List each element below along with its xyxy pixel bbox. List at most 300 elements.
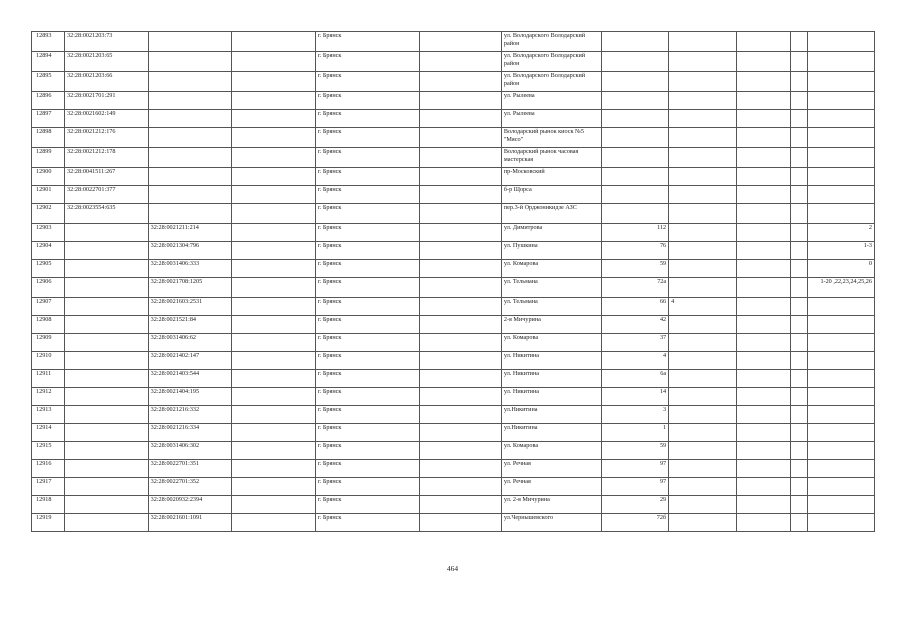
cell-city: г. Брянск <box>315 32 420 52</box>
cell-object-cadastral-number <box>148 128 232 148</box>
cell-letter <box>737 110 791 128</box>
cell-row-number: 12914 <box>32 424 65 442</box>
cell-row-number: 12906 <box>32 278 65 298</box>
cell-address: ул. Пушкина <box>501 242 601 260</box>
cell-object-cadastral-number <box>148 148 232 168</box>
cell-apartment <box>807 72 874 92</box>
cell-city: г. Брянск <box>315 148 420 168</box>
cell-blank-column <box>232 242 316 260</box>
cell-letter <box>737 460 791 478</box>
cell-building <box>669 92 737 110</box>
cell-district <box>420 186 501 204</box>
cell-letter <box>737 72 791 92</box>
table-row <box>32 370 875 388</box>
cell-object-cadastral-number: 32:28:0021404:195 <box>148 388 232 406</box>
table-row <box>32 442 875 460</box>
table-row <box>32 186 875 204</box>
cell-flat-extra <box>791 514 808 532</box>
cell-city: г. Брянск <box>315 110 420 128</box>
cell-object-cadastral-number: 32:28:0021304:796 <box>148 242 232 260</box>
cell-city: г. Брянск <box>315 168 420 186</box>
cell-cadastral-number: 32:28:0041511:267 <box>65 168 149 186</box>
cell-cadastral-number <box>65 442 149 460</box>
cell-row-number: 12912 <box>32 388 65 406</box>
cell-letter <box>737 128 791 148</box>
cell-house-number <box>602 52 669 72</box>
cell-city: г. Брянск <box>315 52 420 72</box>
cell-address: ул. Тельмана <box>501 278 601 298</box>
table-row <box>32 128 875 148</box>
registry-table <box>31 31 875 532</box>
cell-blank-column <box>232 334 316 352</box>
cell-object-cadastral-number <box>148 110 232 128</box>
cell-city: г. Брянск <box>315 370 420 388</box>
cell-cadastral-number <box>65 514 149 532</box>
cell-district <box>420 496 501 514</box>
cell-object-cadastral-number: 32:28:0022701:352 <box>148 478 232 496</box>
cell-house-number <box>602 32 669 52</box>
table-row <box>32 496 875 514</box>
cell-blank-column <box>232 32 316 52</box>
cell-building <box>669 204 737 224</box>
cell-object-cadastral-number: 32:28:0021403:544 <box>148 370 232 388</box>
cell-city: г. Брянск <box>315 496 420 514</box>
cell-house-number <box>602 110 669 128</box>
cell-blank-column <box>232 298 316 316</box>
cell-letter <box>737 224 791 242</box>
cell-apartment <box>807 370 874 388</box>
cell-city: г. Брянск <box>315 388 420 406</box>
cell-blank-column <box>232 442 316 460</box>
cell-cadastral-number: 32:28:0022701:377 <box>65 186 149 204</box>
cell-building <box>669 406 737 424</box>
table-row <box>32 148 875 168</box>
cell-object-cadastral-number: 32:28:0031406:333 <box>148 260 232 278</box>
cell-row-number: 12917 <box>32 478 65 496</box>
cell-blank-column <box>232 204 316 224</box>
cell-blank-column <box>232 406 316 424</box>
cell-building <box>669 478 737 496</box>
cell-row-number: 12899 <box>32 148 65 168</box>
cell-address: ул. Комарова <box>501 260 601 278</box>
cell-apartment <box>807 442 874 460</box>
cell-apartment <box>807 52 874 72</box>
cell-building <box>669 168 737 186</box>
cell-apartment <box>807 148 874 168</box>
cell-district <box>420 92 501 110</box>
cell-cadastral-number <box>65 496 149 514</box>
cell-house-number: 97 <box>602 478 669 496</box>
cell-flat-extra <box>791 242 808 260</box>
cell-letter <box>737 52 791 72</box>
cell-cadastral-number <box>65 298 149 316</box>
cell-cadastral-number <box>65 352 149 370</box>
cell-flat-extra <box>791 168 808 186</box>
cell-district <box>420 204 501 224</box>
cell-object-cadastral-number: 32:28:0020932:2394 <box>148 496 232 514</box>
cell-building <box>669 388 737 406</box>
cell-building <box>669 186 737 204</box>
cell-letter <box>737 388 791 406</box>
table-row <box>32 168 875 186</box>
cell-row-number: 12903 <box>32 224 65 242</box>
cell-address: ул. Тельмана <box>501 298 601 316</box>
cell-house-number <box>602 128 669 148</box>
cell-row-number: 12894 <box>32 52 65 72</box>
cell-district <box>420 442 501 460</box>
cell-building <box>669 316 737 334</box>
cell-address: ул. Рылеева <box>501 92 601 110</box>
cell-flat-extra <box>791 334 808 352</box>
cell-apartment <box>807 316 874 334</box>
cell-apartment <box>807 478 874 496</box>
cell-house-number: 72б <box>602 514 669 532</box>
table-row <box>32 460 875 478</box>
table-row <box>32 32 875 52</box>
cell-address: ул. 2-я Мичурина <box>501 496 601 514</box>
cell-district <box>420 478 501 496</box>
cell-row-number: 12896 <box>32 92 65 110</box>
cell-cadastral-number: 32:28:0021212:178 <box>65 148 149 168</box>
cell-address: ул. Володарского Володарский район <box>501 52 601 72</box>
cell-district <box>420 514 501 532</box>
cell-apartment <box>807 424 874 442</box>
cell-apartment <box>807 460 874 478</box>
cell-object-cadastral-number: 32:28:0031406:302 <box>148 442 232 460</box>
cell-apartment <box>807 406 874 424</box>
cell-blank-column <box>232 186 316 204</box>
cell-object-cadastral-number <box>148 72 232 92</box>
cell-cadastral-number <box>65 316 149 334</box>
cell-apartment <box>807 92 874 110</box>
cell-cadastral-number: 32:28:0021203:73 <box>65 32 149 52</box>
cell-building <box>669 442 737 460</box>
cell-apartment <box>807 32 874 52</box>
cell-cadastral-number <box>65 224 149 242</box>
cell-cadastral-number: 32:28:0021701:291 <box>65 92 149 110</box>
cell-object-cadastral-number: 32:28:0021521:84 <box>148 316 232 334</box>
cell-building <box>669 224 737 242</box>
cell-cadastral-number <box>65 278 149 298</box>
cell-cadastral-number <box>65 388 149 406</box>
cell-letter <box>737 298 791 316</box>
cell-letter <box>737 260 791 278</box>
cell-address: ул. Рылеева <box>501 110 601 128</box>
cell-district <box>420 168 501 186</box>
cell-row-number: 12901 <box>32 186 65 204</box>
cell-apartment <box>807 514 874 532</box>
cell-building <box>669 52 737 72</box>
cell-row-number: 12904 <box>32 242 65 260</box>
table-row <box>32 352 875 370</box>
cell-object-cadastral-number: 32:28:0021601:1091 <box>148 514 232 532</box>
cell-district <box>420 388 501 406</box>
cell-row-number: 12915 <box>32 442 65 460</box>
cell-row-number: 12897 <box>32 110 65 128</box>
cell-row-number: 12898 <box>32 128 65 148</box>
cell-cadastral-number <box>65 460 149 478</box>
cell-apartment <box>807 128 874 148</box>
cell-blank-column <box>232 370 316 388</box>
cell-house-number: 29 <box>602 496 669 514</box>
cell-letter <box>737 186 791 204</box>
cell-flat-extra <box>791 460 808 478</box>
cell-flat-extra <box>791 424 808 442</box>
cell-city: г. Брянск <box>315 316 420 334</box>
cell-house-number: 76 <box>602 242 669 260</box>
table-row <box>32 278 875 298</box>
cell-cadastral-number: 32:28:0021203:66 <box>65 72 149 92</box>
cell-letter <box>737 242 791 260</box>
table-row <box>32 204 875 224</box>
cell-city: г. Брянск <box>315 242 420 260</box>
cell-letter <box>737 478 791 496</box>
cell-blank-column <box>232 224 316 242</box>
registry-table-body <box>32 32 875 532</box>
cell-blank-column <box>232 424 316 442</box>
cell-district <box>420 406 501 424</box>
table-row <box>32 514 875 532</box>
cell-flat-extra <box>791 148 808 168</box>
table-row <box>32 298 875 316</box>
cell-house-number <box>602 204 669 224</box>
cell-district <box>420 370 501 388</box>
cell-row-number: 12913 <box>32 406 65 424</box>
cell-flat-extra <box>791 406 808 424</box>
cell-building <box>669 334 737 352</box>
cell-city: г. Брянск <box>315 260 420 278</box>
cell-apartment <box>807 110 874 128</box>
cell-flat-extra <box>791 316 808 334</box>
cell-row-number: 12900 <box>32 168 65 186</box>
cell-flat-extra <box>791 186 808 204</box>
cell-house-number: 1 <box>602 424 669 442</box>
cell-house-number <box>602 148 669 168</box>
cell-address: Володарский рынок часовая мастерская <box>501 148 601 168</box>
cell-district <box>420 316 501 334</box>
cell-object-cadastral-number <box>148 52 232 72</box>
cell-flat-extra <box>791 52 808 72</box>
cell-object-cadastral-number: 32:28:0021402:147 <box>148 352 232 370</box>
cell-address: ул. Комарова <box>501 334 601 352</box>
cell-cadastral-number <box>65 260 149 278</box>
cell-blank-column <box>232 168 316 186</box>
cell-row-number: 12916 <box>32 460 65 478</box>
cell-blank-column <box>232 278 316 298</box>
cell-district <box>420 260 501 278</box>
cell-apartment: 2 <box>807 224 874 242</box>
cell-cadastral-number <box>65 424 149 442</box>
cell-district <box>420 352 501 370</box>
table-row <box>32 260 875 278</box>
cell-flat-extra <box>791 224 808 242</box>
cell-letter <box>737 442 791 460</box>
cell-address: б-р Щорса <box>501 186 601 204</box>
cell-address: Володарский рынок киоск №5 "Мясо" <box>501 128 601 148</box>
cell-letter <box>737 424 791 442</box>
cell-building: 4 <box>669 298 737 316</box>
cell-city: г. Брянск <box>315 186 420 204</box>
cell-district <box>420 424 501 442</box>
table-row <box>32 406 875 424</box>
cell-building <box>669 424 737 442</box>
cell-apartment <box>807 334 874 352</box>
cell-city: г. Брянск <box>315 442 420 460</box>
cell-city: г. Брянск <box>315 298 420 316</box>
cell-letter <box>737 204 791 224</box>
cell-address: ул.Никитина <box>501 424 601 442</box>
cell-blank-column <box>232 460 316 478</box>
cell-building <box>669 148 737 168</box>
cell-object-cadastral-number: 32:28:0021211:214 <box>148 224 232 242</box>
cell-district <box>420 334 501 352</box>
cell-blank-column <box>232 316 316 334</box>
cell-house-number: 112 <box>602 224 669 242</box>
cell-blank-column <box>232 72 316 92</box>
cell-city: г. Брянск <box>315 278 420 298</box>
cell-row-number: 12908 <box>32 316 65 334</box>
cell-letter <box>737 92 791 110</box>
cell-city: г. Брянск <box>315 424 420 442</box>
table-row <box>32 224 875 242</box>
cell-blank-column <box>232 514 316 532</box>
cell-object-cadastral-number <box>148 92 232 110</box>
cell-house-number: 72а <box>602 278 669 298</box>
cell-address: 2-я Мичурина <box>501 316 601 334</box>
cell-building <box>669 496 737 514</box>
cell-flat-extra <box>791 496 808 514</box>
cell-row-number: 12910 <box>32 352 65 370</box>
cell-blank-column <box>232 496 316 514</box>
cell-letter <box>737 316 791 334</box>
cell-house-number: 59 <box>602 442 669 460</box>
cell-letter <box>737 496 791 514</box>
cell-apartment <box>807 168 874 186</box>
cell-row-number: 12893 <box>32 32 65 52</box>
cell-blank-column <box>232 128 316 148</box>
cell-district <box>420 278 501 298</box>
cell-house-number: 42 <box>602 316 669 334</box>
cell-row-number: 12918 <box>32 496 65 514</box>
cell-row-number: 12911 <box>32 370 65 388</box>
cell-address: ул. Никитина <box>501 370 601 388</box>
cell-blank-column <box>232 110 316 128</box>
cell-row-number: 12902 <box>32 204 65 224</box>
cell-letter <box>737 352 791 370</box>
cell-building <box>669 128 737 148</box>
cell-district <box>420 148 501 168</box>
cell-address: ул.Чернышевского <box>501 514 601 532</box>
cell-building <box>669 32 737 52</box>
cell-cadastral-number: 32:28:0023554:635 <box>65 204 149 224</box>
cell-district <box>420 460 501 478</box>
cell-blank-column <box>232 478 316 496</box>
cell-letter <box>737 406 791 424</box>
cell-district <box>420 128 501 148</box>
cell-blank-column <box>232 52 316 72</box>
cell-house-number: 97 <box>602 460 669 478</box>
table-row <box>32 334 875 352</box>
cell-building <box>669 72 737 92</box>
cell-blank-column <box>232 388 316 406</box>
cell-cadastral-number: 32:28:0021212:176 <box>65 128 149 148</box>
cell-building <box>669 110 737 128</box>
cell-address: пр-Московский <box>501 168 601 186</box>
cell-house-number: 6а <box>602 370 669 388</box>
cell-flat-extra <box>791 278 808 298</box>
cell-letter <box>737 334 791 352</box>
cell-district <box>420 72 501 92</box>
cell-city: г. Брянск <box>315 514 420 532</box>
cell-row-number: 12905 <box>32 260 65 278</box>
cell-address: ул. Володарского Володарский район <box>501 32 601 52</box>
cell-address: ул. Речная <box>501 478 601 496</box>
table-row <box>32 424 875 442</box>
cell-city: г. Брянск <box>315 352 420 370</box>
cell-address: ул. Речная <box>501 460 601 478</box>
cell-building <box>669 460 737 478</box>
cell-flat-extra <box>791 298 808 316</box>
cell-blank-column <box>232 260 316 278</box>
cell-letter <box>737 32 791 52</box>
cell-row-number: 12909 <box>32 334 65 352</box>
cell-city: г. Брянск <box>315 478 420 496</box>
table-row <box>32 242 875 260</box>
cell-address: ул.Никитина <box>501 406 601 424</box>
cell-blank-column <box>232 352 316 370</box>
cell-address: ул. Димитрова <box>501 224 601 242</box>
cell-district <box>420 110 501 128</box>
cell-flat-extra <box>791 388 808 406</box>
cell-flat-extra <box>791 442 808 460</box>
cell-city: г. Брянск <box>315 460 420 478</box>
cell-house-number <box>602 92 669 110</box>
cell-address: пер.3-й Орджоникидзе АЗС <box>501 204 601 224</box>
cell-house-number: 37 <box>602 334 669 352</box>
cell-apartment: 0 <box>807 260 874 278</box>
cell-address: ул. Никитина <box>501 388 601 406</box>
table-row <box>32 316 875 334</box>
cell-object-cadastral-number: 32:28:0021216:332 <box>148 406 232 424</box>
cell-flat-extra <box>791 352 808 370</box>
table-row <box>32 72 875 92</box>
cell-flat-extra <box>791 204 808 224</box>
cell-address: ул. Володарского Володарский район <box>501 72 601 92</box>
cell-object-cadastral-number: 32:28:0021603:2531 <box>148 298 232 316</box>
table-row <box>32 388 875 406</box>
cell-house-number <box>602 72 669 92</box>
cell-apartment: 1-20 ,22,23,24,25,26 <box>807 278 874 298</box>
cell-object-cadastral-number <box>148 186 232 204</box>
cell-apartment <box>807 496 874 514</box>
cell-object-cadastral-number <box>148 204 232 224</box>
cell-letter <box>737 278 791 298</box>
cell-cadastral-number <box>65 478 149 496</box>
cell-flat-extra <box>791 260 808 278</box>
cell-letter <box>737 370 791 388</box>
cell-building <box>669 242 737 260</box>
cell-apartment <box>807 204 874 224</box>
cell-object-cadastral-number: 32:28:0031406:62 <box>148 334 232 352</box>
cell-flat-extra <box>791 110 808 128</box>
cell-object-cadastral-number: 32:28:0021216:334 <box>148 424 232 442</box>
table-row <box>32 52 875 72</box>
cell-building <box>669 278 737 298</box>
cell-building <box>669 352 737 370</box>
table-row <box>32 92 875 110</box>
cell-city: г. Брянск <box>315 204 420 224</box>
table-row <box>32 478 875 496</box>
